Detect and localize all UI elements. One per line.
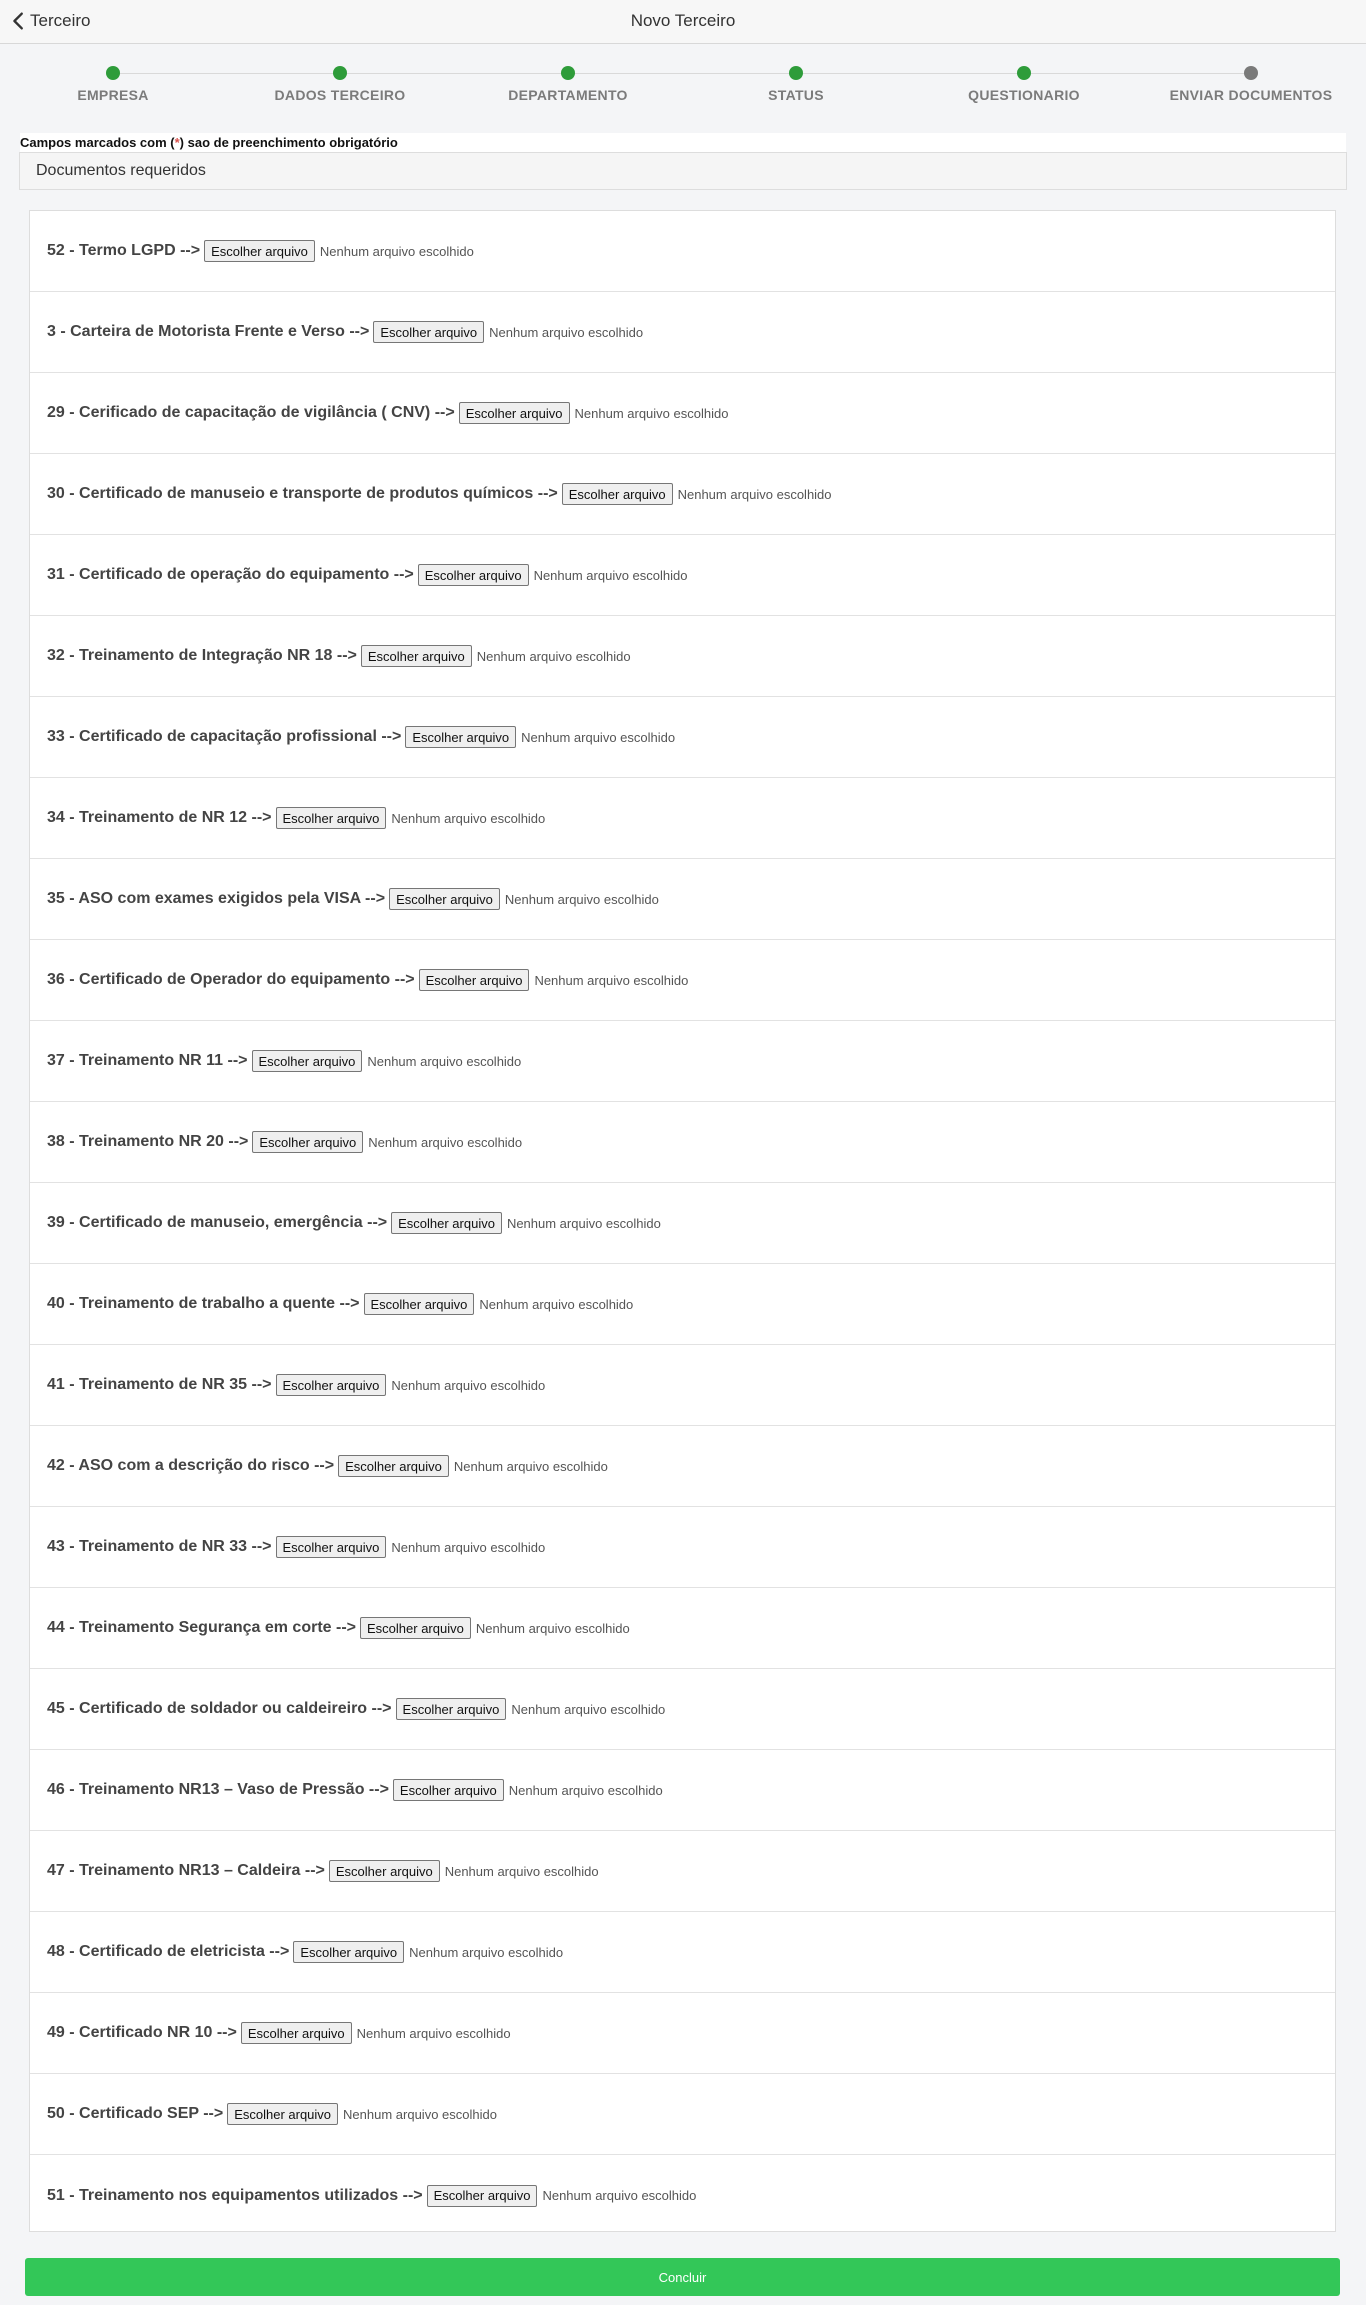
document-row xyxy=(30,1264,1335,1345)
choose-file-button[interactable]: Escolher arquivo xyxy=(418,564,529,586)
required-fields-note xyxy=(20,133,1346,153)
document-row xyxy=(30,1183,1335,1264)
choose-file-button[interactable]: Escolher arquivo xyxy=(396,1698,507,1720)
document-label: 38 - Treinamento NR 20 --> xyxy=(47,1133,249,1150)
document-label: 45 - Certificado de soldador ou caldeireiro --> xyxy=(47,1700,392,1717)
document-label: 51 - Treinamento nos equipamentos utilizados --> xyxy=(47,2186,423,2204)
step-2 xyxy=(458,66,678,103)
choose-file-button[interactable]: Escolher arquivo xyxy=(364,1293,475,1315)
file-status: Nenhum arquivo escolhido xyxy=(319,243,474,259)
document-label: 48 - Certificado de eletricista --> xyxy=(47,1943,290,1960)
choose-file-button[interactable]: Escolher arquivo xyxy=(252,1131,363,1153)
step-dot xyxy=(1244,66,1258,80)
choose-file-button[interactable]: Escolher arquivo xyxy=(389,888,500,910)
document-row xyxy=(30,778,1335,859)
step-label: EMPRESA xyxy=(77,87,149,103)
file-status: Nenhum arquivo escolhido xyxy=(453,1458,608,1474)
step-dot xyxy=(1017,66,1031,80)
document-row xyxy=(30,454,1335,535)
document-row xyxy=(30,697,1335,778)
choose-file-button[interactable]: Escolher arquivo xyxy=(360,1617,471,1639)
file-status: Nenhum arquivo escolhido xyxy=(368,1134,523,1150)
required-marker: * xyxy=(174,135,180,150)
document-label: 47 - Treinamento NR13 – Caldeira --> xyxy=(47,1862,325,1879)
document-label: 34 - Treinamento de NR 12 --> xyxy=(47,809,272,826)
document-row xyxy=(30,940,1335,1021)
file-status: Nenhum arquivo escolhido xyxy=(511,1701,666,1717)
document-label: 41 - Treinamento de NR 35 --> xyxy=(47,1376,272,1393)
document-row xyxy=(30,616,1335,697)
file-status: Nenhum arquivo escolhido xyxy=(391,810,546,826)
document-row xyxy=(30,1750,1335,1831)
page-title: Novo Terceiro xyxy=(630,11,736,30)
document-label: 46 - Treinamento NR13 – Vaso de Pressão --> xyxy=(47,1781,389,1798)
document-row xyxy=(30,373,1335,454)
document-label: 35 - ASO com exames exigidos pela VISA --> xyxy=(47,890,386,907)
choose-file-button[interactable]: Escolher arquivo xyxy=(419,969,530,991)
document-row xyxy=(30,211,1335,292)
choose-file-button[interactable]: Escolher arquivo xyxy=(338,1455,449,1477)
choose-file-button[interactable]: Escolher arquivo xyxy=(227,2103,338,2125)
document-row xyxy=(30,1102,1335,1183)
choose-file-button[interactable]: Escolher arquivo xyxy=(393,1779,504,1801)
document-label: 32 - Treinamento de Integração NR 18 --> xyxy=(47,647,357,664)
document-row xyxy=(30,1993,1335,2074)
choose-file-button[interactable]: Escolher arquivo xyxy=(562,483,673,505)
step-dot xyxy=(789,66,803,80)
progress-stepper xyxy=(0,44,1366,114)
file-status: Nenhum arquivo escolhido xyxy=(534,972,689,988)
choose-file-button[interactable]: Escolher arquivo xyxy=(427,2185,538,2207)
choose-file-button[interactable]: Escolher arquivo xyxy=(241,2022,352,2044)
choose-file-button[interactable]: Escolher arquivo xyxy=(252,1050,363,1072)
file-status: Nenhum arquivo escolhido xyxy=(508,1782,663,1798)
file-status: Nenhum arquivo escolhido xyxy=(677,486,832,502)
step-5 xyxy=(1141,66,1361,103)
submit-button[interactable]: Concluir xyxy=(25,2258,1340,2296)
document-row xyxy=(30,2155,1335,2236)
panel-heading: Documentos requeridos xyxy=(19,152,1347,190)
document-label: 3 - Carteira de Motorista Frente e Verso --> xyxy=(47,323,370,340)
top-navbar xyxy=(0,0,1366,44)
step-label: DADOS TERCEIRO xyxy=(274,87,406,103)
document-row xyxy=(30,292,1335,373)
document-row xyxy=(30,2074,1335,2155)
step-4 xyxy=(914,66,1134,103)
back-label: Terceiro xyxy=(30,11,91,30)
file-status: Nenhum arquivo escolhido xyxy=(489,324,644,340)
document-row xyxy=(30,1426,1335,1507)
file-status: Nenhum arquivo escolhido xyxy=(506,1215,661,1231)
file-status: Nenhum arquivo escolhido xyxy=(356,2025,511,2041)
file-status: Nenhum arquivo escolhido xyxy=(391,1377,546,1393)
document-row xyxy=(30,1588,1335,1669)
document-row xyxy=(30,859,1335,940)
note-prefix: Campos marcados com ( xyxy=(20,135,175,150)
document-label: 36 - Certificado de Operador do equipamento --> xyxy=(47,971,415,988)
step-dot xyxy=(106,66,120,80)
document-label: 52 - Termo LGPD --> xyxy=(47,242,201,259)
document-label: 50 - Certificado SEP --> xyxy=(47,2105,224,2122)
document-row xyxy=(30,1345,1335,1426)
file-status: Nenhum arquivo escolhido xyxy=(409,1944,564,1960)
choose-file-button[interactable]: Escolher arquivo xyxy=(329,1860,440,1882)
file-status: Nenhum arquivo escolhido xyxy=(533,567,688,583)
file-status: Nenhum arquivo escolhido xyxy=(391,1539,546,1555)
step-label: ENVIAR DOCUMENTOS xyxy=(1169,87,1333,103)
document-row xyxy=(30,1831,1335,1912)
note-suffix: ) sao de preenchimento obrigatório xyxy=(179,135,398,150)
document-label: 30 - Certificado de manuseio e transporte de produtos químicos --> xyxy=(47,485,558,502)
document-row xyxy=(30,535,1335,616)
document-label: 39 - Certificado de manuseio, emergência --> xyxy=(47,1214,388,1231)
choose-file-button[interactable]: Escolher arquivo xyxy=(459,402,570,424)
document-label: 37 - Treinamento NR 11 --> xyxy=(47,1052,248,1069)
document-label: 40 - Treinamento de trabalho a quente --> xyxy=(47,1295,360,1312)
file-status: Nenhum arquivo escolhido xyxy=(521,729,676,745)
file-status: Nenhum arquivo escolhido xyxy=(574,405,729,421)
document-label: 31 - Certificado de operação do equipamento --> xyxy=(47,566,414,583)
choose-file-button[interactable]: Escolher arquivo xyxy=(276,807,387,829)
choose-file-button[interactable]: Escolher arquivo xyxy=(276,1536,387,1558)
file-status: Nenhum arquivo escolhido xyxy=(444,1863,599,1879)
step-label: QUESTIONARIO xyxy=(968,87,1080,103)
document-label: 44 - Treinamento Segurança em corte --> xyxy=(47,1619,356,1636)
document-label: 29 - Cerificado de capacitação de vigilância ( CNV) --> xyxy=(47,404,455,421)
choose-file-button[interactable]: Escolher arquivo xyxy=(361,645,472,667)
file-status: Nenhum arquivo escolhido xyxy=(475,1620,630,1636)
choose-file-button[interactable]: Escolher arquivo xyxy=(293,1941,404,1963)
document-label: 42 - ASO com a descrição do risco --> xyxy=(47,1457,335,1474)
choose-file-button[interactable]: Escolher arquivo xyxy=(204,240,315,262)
step-0 xyxy=(3,66,223,103)
document-label: 33 - Certificado de capacitação profissional --> xyxy=(47,728,402,745)
document-row xyxy=(30,1507,1335,1588)
step-label: STATUS xyxy=(768,87,824,103)
document-label: 49 - Certificado NR 10 --> xyxy=(47,2024,237,2041)
file-status: Nenhum arquivo escolhido xyxy=(479,1296,634,1312)
choose-file-button[interactable]: Escolher arquivo xyxy=(391,1212,502,1234)
file-status: Nenhum arquivo escolhido xyxy=(367,1053,522,1069)
document-row xyxy=(30,1669,1335,1750)
document-row xyxy=(30,1021,1335,1102)
step-3 xyxy=(686,66,906,103)
document-list xyxy=(29,210,1336,2232)
choose-file-button[interactable]: Escolher arquivo xyxy=(276,1374,387,1396)
file-status: Nenhum arquivo escolhido xyxy=(476,648,631,664)
choose-file-button[interactable]: Escolher arquivo xyxy=(405,726,516,748)
document-label: 43 - Treinamento de NR 33 --> xyxy=(47,1538,272,1555)
step-label: DEPARTAMENTO xyxy=(508,87,628,103)
step-1 xyxy=(230,66,450,103)
step-dot xyxy=(561,66,575,80)
file-status: Nenhum arquivo escolhido xyxy=(542,2188,697,2203)
file-status: Nenhum arquivo escolhido xyxy=(504,891,659,907)
step-dot xyxy=(333,66,347,80)
choose-file-button[interactable]: Escolher arquivo xyxy=(373,321,484,343)
document-row xyxy=(30,1912,1335,1993)
file-status: Nenhum arquivo escolhido xyxy=(343,2106,497,2122)
